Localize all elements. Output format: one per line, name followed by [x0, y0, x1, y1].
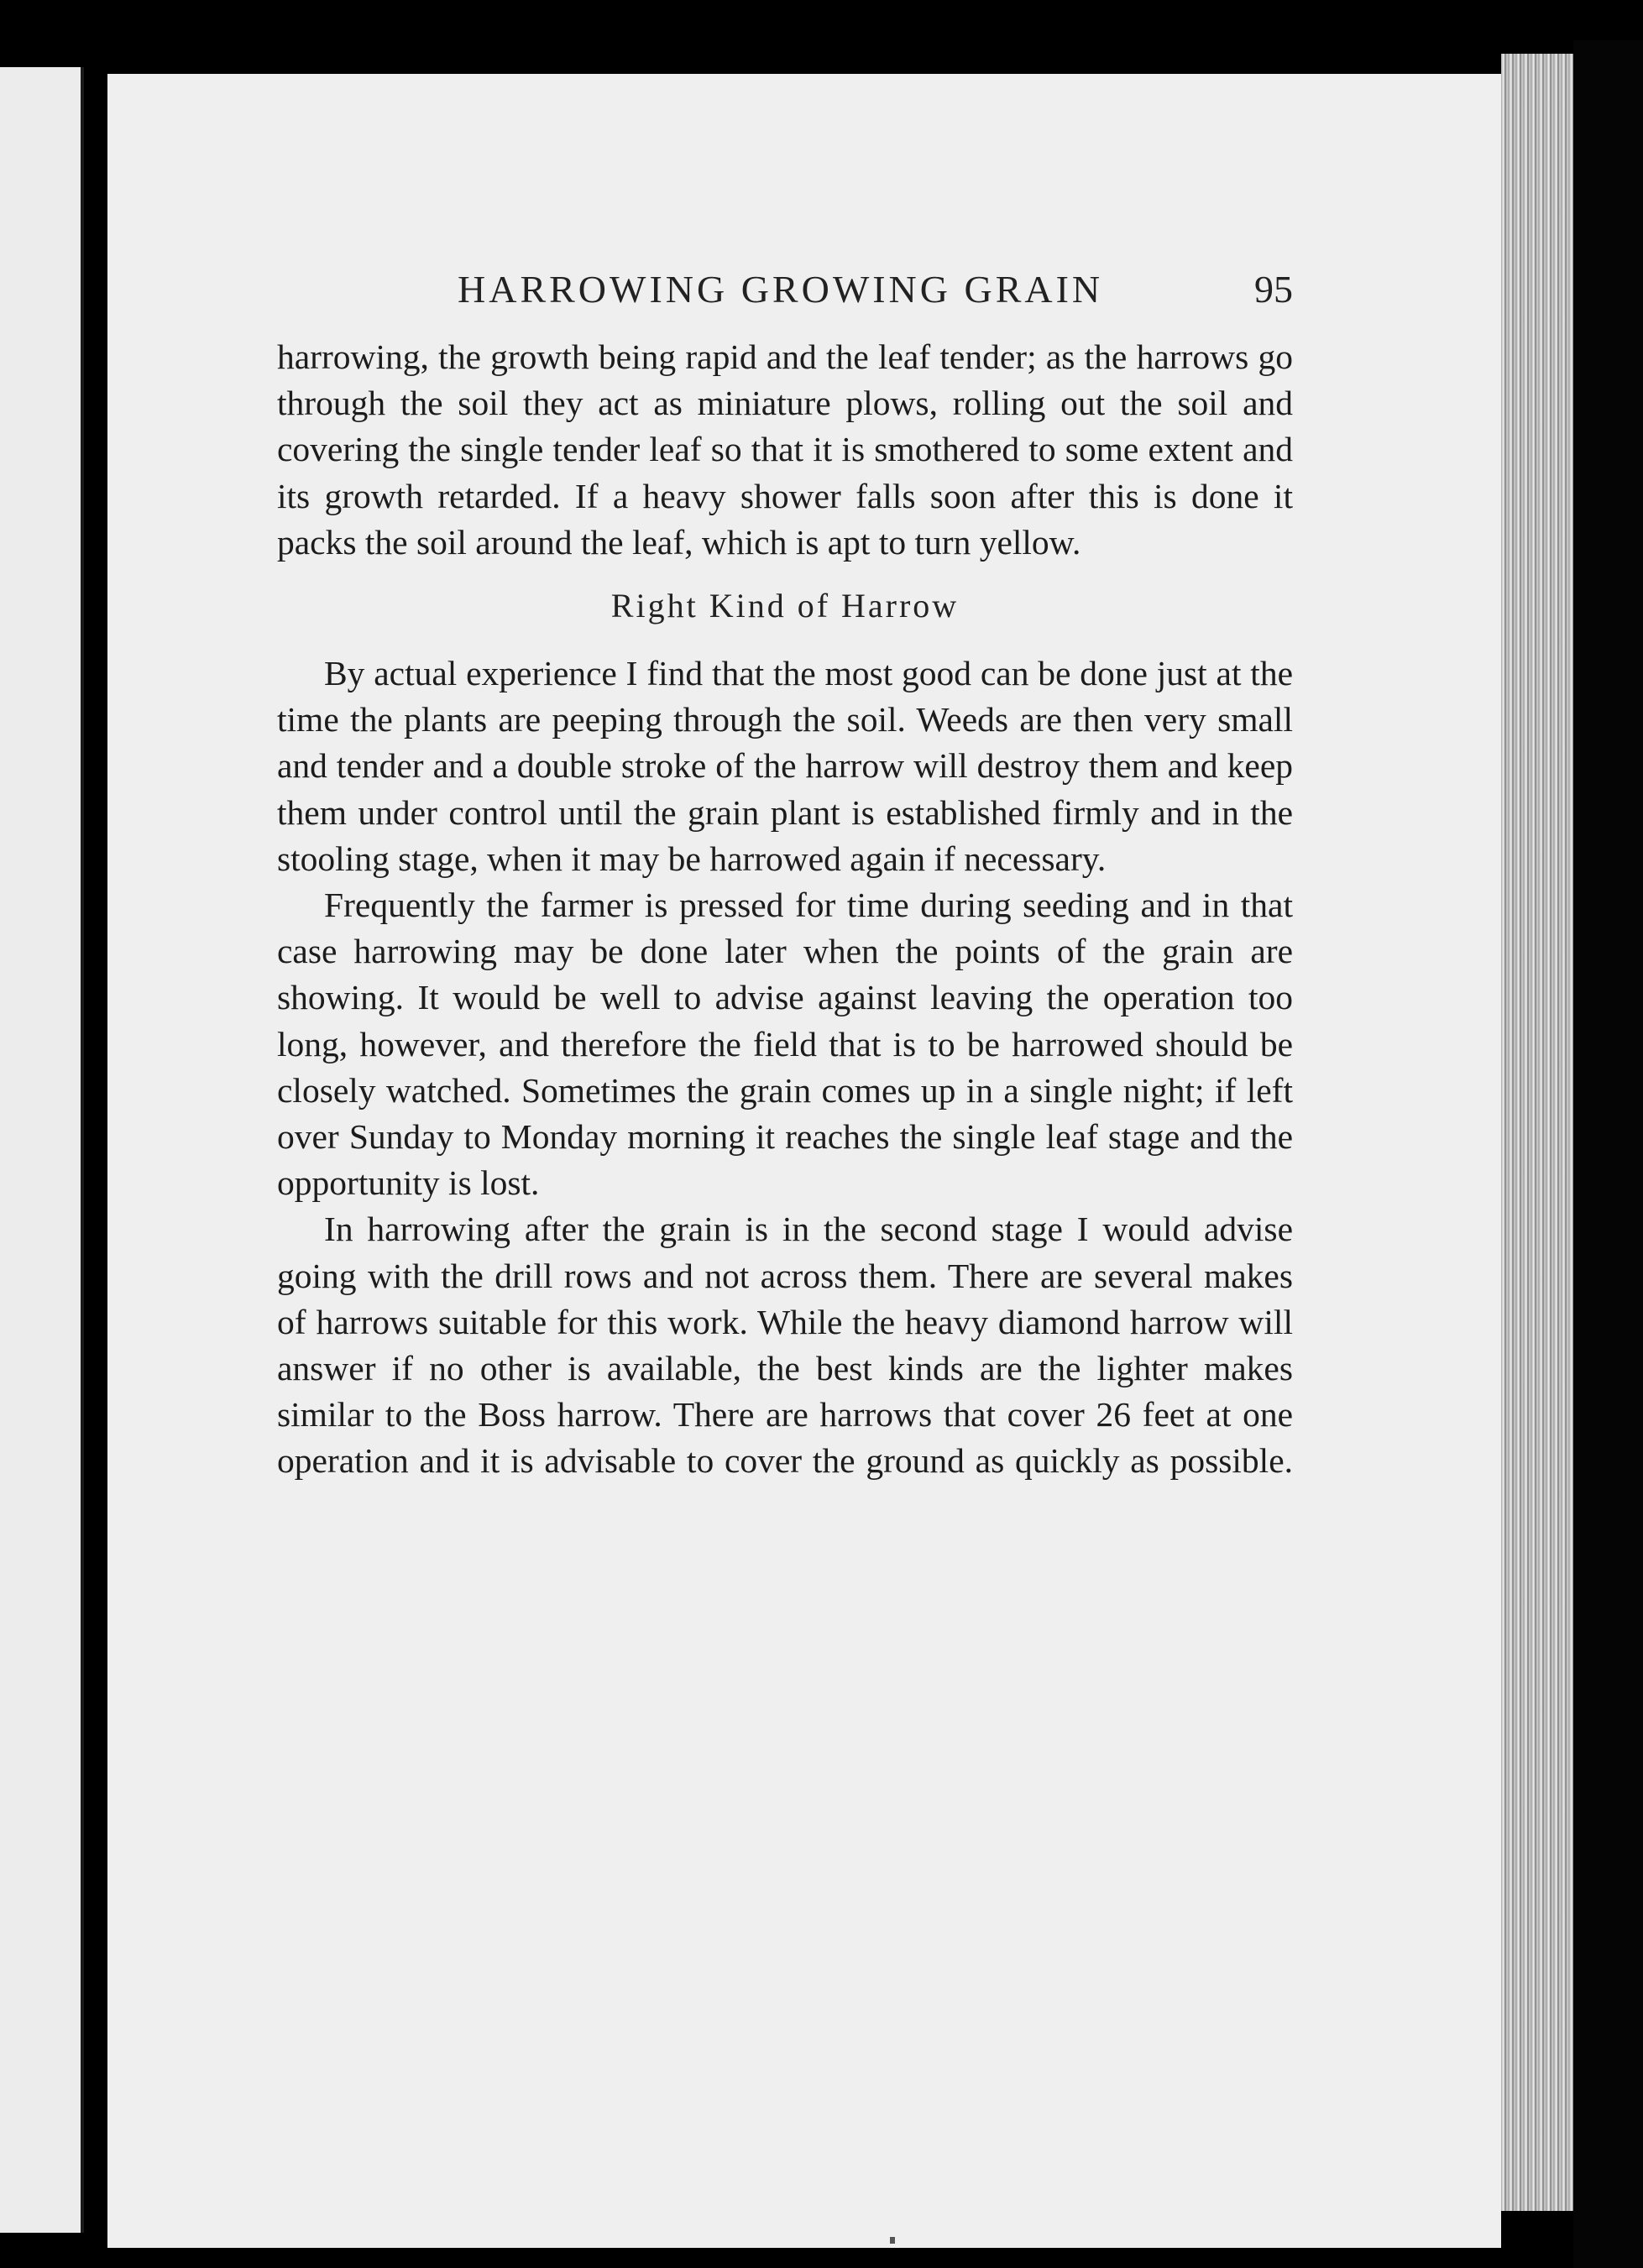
book-cover-edge	[1573, 40, 1643, 2268]
paragraph: In harrowing after the grain is in the second stage I would advise going with the drill rows and not across them. There are several makes of harrows suitable for this work. While the heavy diamond harrow will answer if no other is available, the best kinds are the lighter makes similar to the Boss harrow. There are harrows that cover 26 feet at one operation and it is advisable to cover the ground as quickly as possible.	[277, 1210, 1293, 1481]
facing-page-edge	[0, 67, 84, 2233]
page-edges	[1501, 54, 1573, 2211]
running-head	[277, 267, 1293, 316]
paragraph: Frequently the farmer is pressed for time during seeding and in that case harrowing may be done later when the points of the grain are showing. It would be well to advise against leaving the operation too long, however, and therefore the field that is to be harrowed should be closely watched. Sometimes the grain comes up in a single night; if left over Sunday to Monday morning it reaches the single leaf stage and the opportunity is lost.	[277, 886, 1293, 1203]
scan-speck	[890, 2237, 895, 2244]
paragraph-continued: harrowing, the growth being rapid and the leaf tender; as the harrows go through the soil they act as miniature plows, rolling out the soil and covering the single tender leaf so that it is smothered to some extent and its growth retarded. If a heavy shower falls soon after this is done it packs the soil around the leaf, which is apt to turn yellow.	[277, 337, 1293, 562]
page-content	[277, 267, 1293, 1485]
running-title: HARROWING GROWING GRAIN	[458, 268, 1104, 311]
page-number: 95	[1254, 268, 1293, 311]
paragraph: By actual experience I find that the most good can be done just at the time the plants are peeping through the soil. Weeds are then very small and tender and a double stroke of the harrow will destroy them and keep them under control until the grain plant is established firmly and in the stooling stage, when it may be harrowed again if necessary.	[277, 654, 1293, 878]
section-heading: Right Kind of Harrow	[610, 587, 960, 625]
